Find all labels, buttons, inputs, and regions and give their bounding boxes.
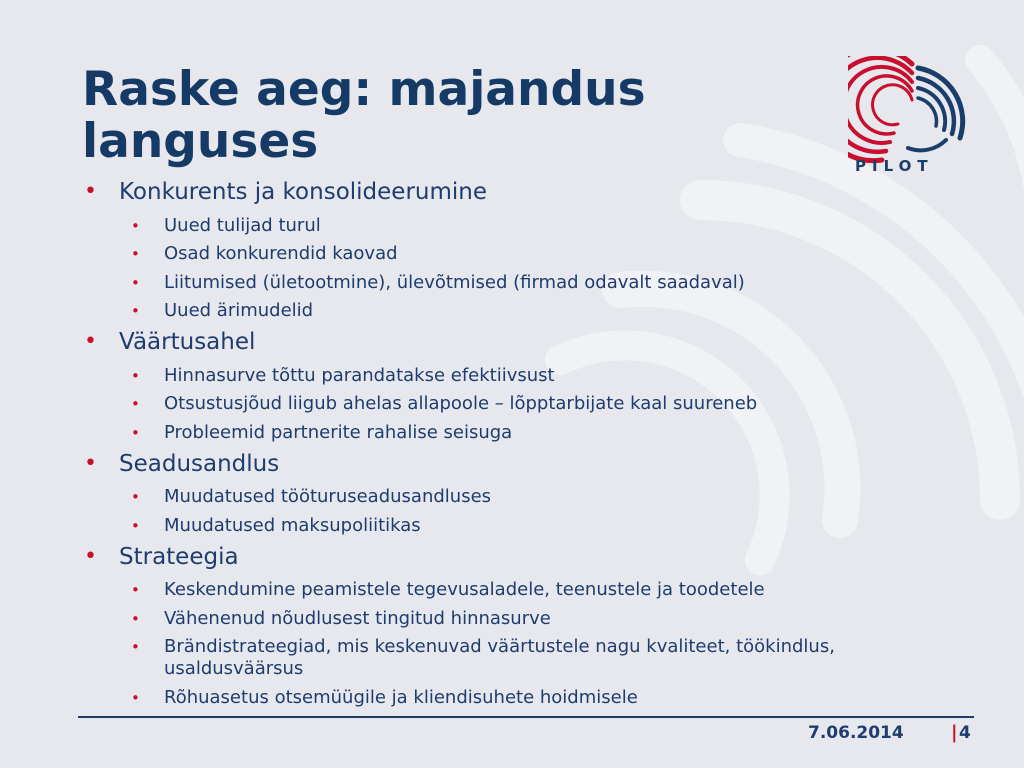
list-item (80, 422, 924, 444)
slide-title: Raske aeg: majandus languses (82, 62, 646, 169)
list-item-text: Otsustusjõud liigub ahelas allapoole – lõpptarbijate kaal suureneb (164, 393, 758, 414)
list-item-text: Rõhuasetus otsemüügile ja kliendisuhete hoidmisele (164, 686, 638, 708)
list-item (80, 608, 924, 630)
bullet-marker: • (131, 366, 140, 385)
list-item (80, 393, 924, 415)
bullet-marker: • (131, 216, 140, 235)
section-heading: Strateegia (119, 543, 239, 570)
bullet-marker: • (84, 450, 97, 476)
bullet-marker: • (131, 395, 140, 413)
bullet-marker: • (131, 581, 140, 599)
bullet-marker: • (84, 543, 97, 569)
section-heading: Väärtusahel (119, 329, 256, 355)
list-item (80, 215, 924, 237)
section-heading: Seadusandlus (119, 450, 280, 477)
bullet-section-1 (80, 176, 960, 208)
list-item-text: Keskendumine peamistele tegevusaladele, teenustele ja toodetele (164, 579, 765, 600)
list-item-text: Uued ärimudelid (164, 300, 314, 321)
bullet-marker: • (131, 423, 140, 442)
bullet-marker: • (131, 609, 140, 628)
bullet-marker: • (84, 329, 97, 354)
page-number: 4 (959, 723, 971, 743)
footer-date: 7.06.2014 (808, 723, 904, 743)
list-item-text: Brändistrateegiad, mis keskenuvad väärtustele nagu kvaliteet, töökindlus, usaldusväärsus (164, 636, 835, 679)
logo-text: PILOT (855, 157, 934, 175)
list-item-text: Osad konkurendid kaovad (164, 243, 398, 264)
bullet-marker: • (131, 488, 140, 506)
bullet-marker: • (131, 638, 140, 656)
list-item-text: Uued tulijad turul (164, 214, 321, 236)
list-item-text: Liitumised (ületootmine), ülevõtmised (firmad odavalt saadaval) (164, 271, 745, 293)
list-item-text: Hinnasurve tõttu parandatakse efektiivsust (164, 364, 555, 386)
bullet-list (80, 176, 960, 709)
section-heading: Konkurents ja konsolideerumine (119, 179, 487, 205)
list-item (80, 365, 924, 387)
list-item (80, 486, 924, 508)
list-item (80, 636, 924, 680)
bullet-marker: • (131, 273, 140, 292)
list-item-text: Probleemid partnerite rahalise seisuga (164, 421, 513, 443)
list-item-text: Muudatused maksupoliitikas (164, 514, 421, 536)
footer-separator: | (951, 722, 958, 743)
bullet-section-2 (80, 326, 960, 358)
footer-divider (78, 716, 974, 718)
bullet-marker: • (84, 179, 97, 204)
list-item (80, 579, 924, 601)
bullet-marker: • (131, 302, 140, 320)
bullet-marker: • (131, 516, 140, 535)
list-item (80, 243, 924, 265)
bullet-section-4 (80, 541, 960, 573)
bullet-section-3 (80, 448, 960, 480)
bullet-marker: • (131, 688, 140, 707)
list-item (80, 515, 924, 537)
list-item (80, 687, 924, 709)
bullet-marker: • (131, 245, 140, 263)
list-item-text: Vähenenud nõudlusest tingitud hinnasurve (164, 607, 551, 629)
list-item (80, 300, 924, 322)
list-item-text: Muudatused tööturuseadusandluses (164, 486, 492, 507)
list-item (80, 272, 924, 294)
